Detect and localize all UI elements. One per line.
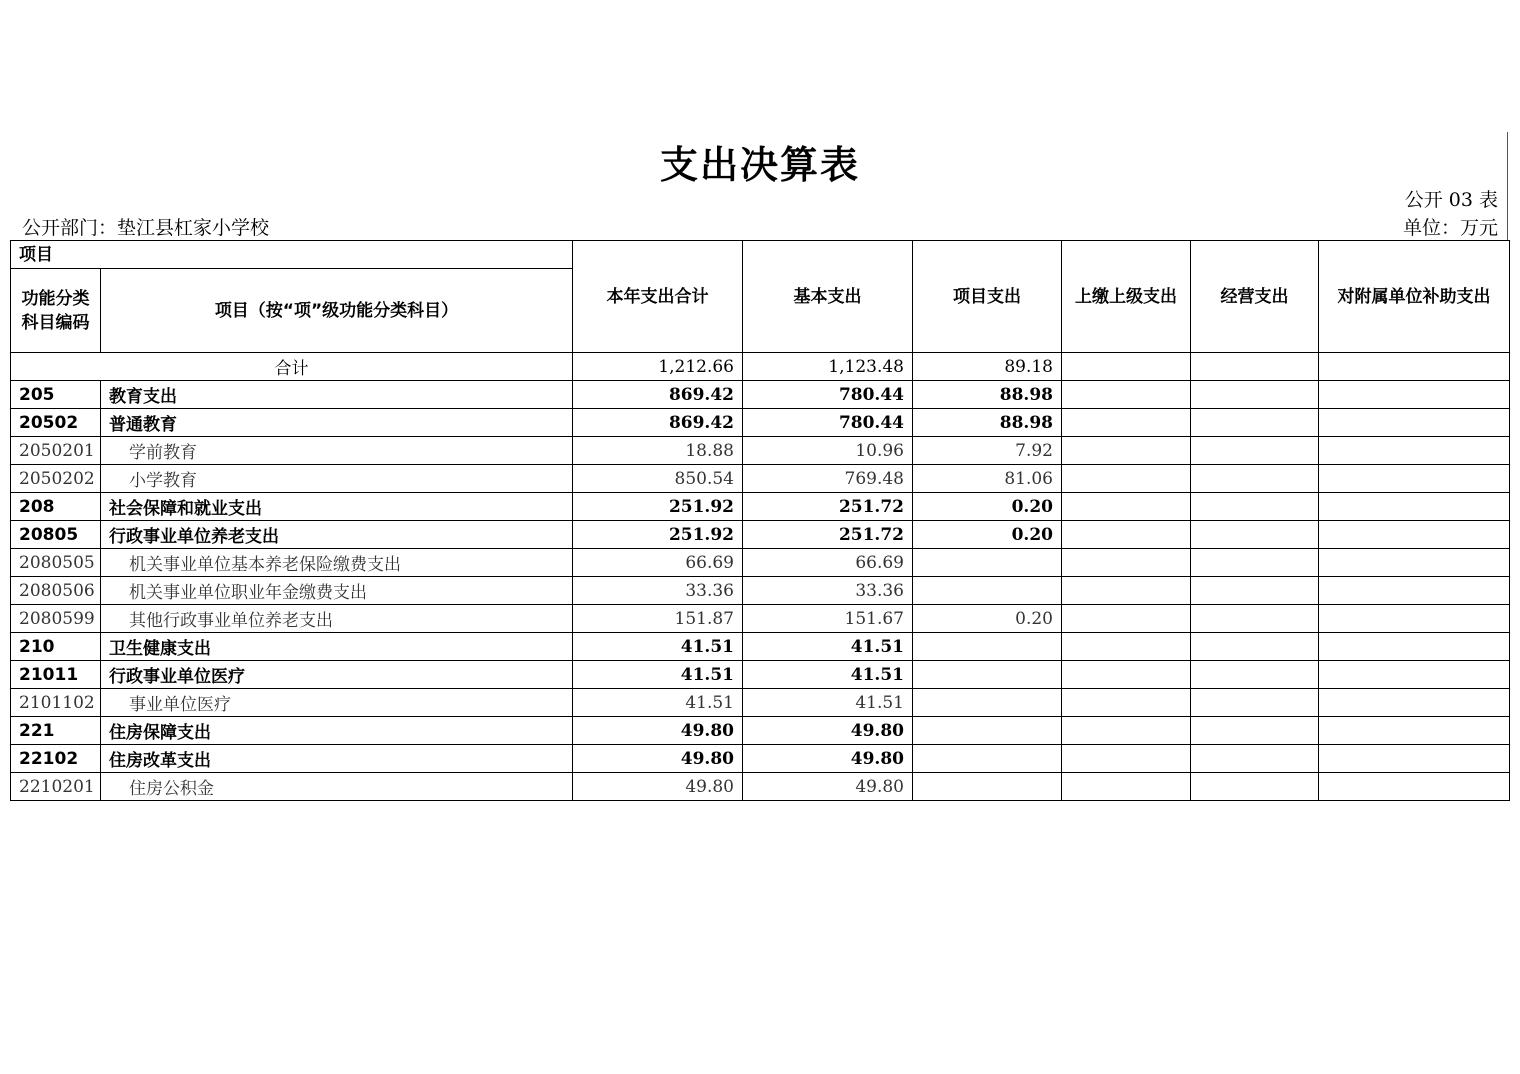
row-subsidy [1319,465,1510,493]
row-subsidy [1319,493,1510,521]
header-code: 功能分类科目编码 [11,269,101,353]
form-number: 公开 03 表 [1404,189,1498,211]
total-project: 89.18 [913,353,1062,381]
table-row [11,605,1510,633]
row-business [1191,549,1319,577]
row-basic: 10.96 [743,437,913,465]
row-total: 41.51 [573,689,743,717]
row-upper [1062,577,1191,605]
row-total: 869.42 [573,381,743,409]
row-subsidy [1319,381,1510,409]
row-basic: 251.72 [743,521,913,549]
row-project [913,633,1062,661]
row-business [1191,717,1319,745]
row-name: 住房改革支出 [101,745,573,773]
row-name: 事业单位医疗 [101,689,573,717]
page-title: 支出决算表 [659,143,860,187]
row-business [1191,577,1319,605]
row-code: 2210201 [11,773,101,801]
row-upper [1062,717,1191,745]
table-row [11,381,1510,409]
header-upper-payment: 上缴上级支出 [1062,241,1191,353]
row-code: 22102 [11,745,101,773]
row-name: 住房公积金 [101,773,573,801]
row-business [1191,605,1319,633]
table-row [11,773,1510,801]
table-row [11,661,1510,689]
row-code: 2050202 [11,465,101,493]
row-code: 2080506 [11,577,101,605]
row-subsidy [1319,773,1510,801]
row-code: 210 [11,633,101,661]
row-project: 0.20 [913,605,1062,633]
row-name: 教育支出 [101,381,573,409]
row-upper [1062,465,1191,493]
row-basic: 251.72 [743,493,913,521]
row-business [1191,381,1319,409]
row-business [1191,689,1319,717]
table-row [11,493,1510,521]
row-code: 2080599 [11,605,101,633]
row-project: 88.98 [913,409,1062,437]
row-code: 221 [11,717,101,745]
row-upper [1062,381,1191,409]
row-upper [1062,689,1191,717]
row-business [1191,465,1319,493]
department-label: 公开部门：垫江县杠家小学校 [22,217,270,239]
row-subsidy [1319,717,1510,745]
row-upper [1062,745,1191,773]
row-basic: 41.51 [743,689,913,717]
row-basic: 49.80 [743,773,913,801]
unit-label: 单位：万元 [1402,217,1498,239]
row-basic: 66.69 [743,549,913,577]
row-subsidy [1319,605,1510,633]
row-code: 2080505 [11,549,101,577]
row-project: 0.20 [913,493,1062,521]
row-project: 0.20 [913,521,1062,549]
row-project [913,689,1062,717]
row-project [913,549,1062,577]
row-code: 2050201 [11,437,101,465]
table-row [11,745,1510,773]
table-row [11,409,1510,437]
header-basic: 基本支出 [743,241,913,353]
row-business [1191,661,1319,689]
row-basic: 780.44 [743,381,913,409]
table-row [11,549,1510,577]
table-row [11,717,1510,745]
row-business [1191,437,1319,465]
table-row [11,633,1510,661]
row-total: 251.92 [573,493,743,521]
table-row [11,437,1510,465]
row-code: 205 [11,381,101,409]
row-name: 普通教育 [101,409,573,437]
row-upper [1062,437,1191,465]
row-subsidy [1319,689,1510,717]
header-name: 项目（按“项”级功能分类科目） [101,269,573,353]
row-upper [1062,605,1191,633]
row-basic: 33.36 [743,577,913,605]
total-business [1191,353,1319,381]
row-code: 208 [11,493,101,521]
row-upper [1062,549,1191,577]
table-row [11,465,1510,493]
row-total: 49.80 [573,773,743,801]
row-basic: 49.80 [743,717,913,745]
total-row [11,353,1510,381]
row-total: 41.51 [573,661,743,689]
row-name: 机关事业单位职业年金缴费支出 [101,577,573,605]
row-subsidy [1319,745,1510,773]
row-subsidy [1319,521,1510,549]
row-project [913,717,1062,745]
row-basic: 780.44 [743,409,913,437]
row-total: 41.51 [573,633,743,661]
row-project [913,661,1062,689]
row-total: 66.69 [573,549,743,577]
row-project [913,773,1062,801]
row-code: 2101102 [11,689,101,717]
row-project: 81.06 [913,465,1062,493]
row-basic: 151.67 [743,605,913,633]
header-total: 本年支出合计 [573,241,743,353]
row-subsidy [1319,577,1510,605]
row-code: 20805 [11,521,101,549]
row-project: 7.92 [913,437,1062,465]
expenditure-table [10,240,1510,801]
row-name: 其他行政事业单位养老支出 [101,605,573,633]
row-subsidy [1319,633,1510,661]
row-basic: 769.48 [743,465,913,493]
header-business: 经营支出 [1191,241,1319,353]
row-name: 行政事业单位养老支出 [101,521,573,549]
total-total: 1,212.66 [573,353,743,381]
row-project: 88.98 [913,381,1062,409]
row-upper [1062,521,1191,549]
row-project [913,745,1062,773]
row-name: 行政事业单位医疗 [101,661,573,689]
row-total: 33.36 [573,577,743,605]
row-upper [1062,661,1191,689]
row-upper [1062,773,1191,801]
row-project [913,577,1062,605]
table-row [11,689,1510,717]
row-subsidy [1319,409,1510,437]
total-basic: 1,123.48 [743,353,913,381]
row-total: 869.42 [573,409,743,437]
row-total: 49.80 [573,745,743,773]
table-row [11,521,1510,549]
total-upper [1062,353,1191,381]
row-name: 学前教育 [101,437,573,465]
header-project-expenditure: 项目支出 [913,241,1062,353]
row-name: 住房保障支出 [101,717,573,745]
row-total: 18.88 [573,437,743,465]
total-subsidy [1319,353,1510,381]
row-upper [1062,493,1191,521]
header-project: 项目 [11,241,573,269]
row-upper [1062,633,1191,661]
row-basic: 41.51 [743,661,913,689]
row-subsidy [1319,437,1510,465]
row-total: 151.87 [573,605,743,633]
row-total: 850.54 [573,465,743,493]
row-code: 20502 [11,409,101,437]
row-business [1191,633,1319,661]
total-label: 合计 [11,353,573,381]
row-name: 卫生健康支出 [101,633,573,661]
row-name: 小学教育 [101,465,573,493]
row-name: 机关事业单位基本养老保险缴费支出 [101,549,573,577]
header-subsidy: 对附属单位补助支出 [1319,241,1510,353]
row-total: 49.80 [573,717,743,745]
row-business [1191,409,1319,437]
row-subsidy [1319,661,1510,689]
row-business [1191,493,1319,521]
row-subsidy [1319,549,1510,577]
table-row [11,577,1510,605]
row-total: 251.92 [573,521,743,549]
row-upper [1062,409,1191,437]
row-name: 社会保障和就业支出 [101,493,573,521]
row-business [1191,773,1319,801]
row-business [1191,521,1319,549]
row-basic: 49.80 [743,745,913,773]
row-basic: 41.51 [743,633,913,661]
row-code: 21011 [11,661,101,689]
row-business [1191,745,1319,773]
